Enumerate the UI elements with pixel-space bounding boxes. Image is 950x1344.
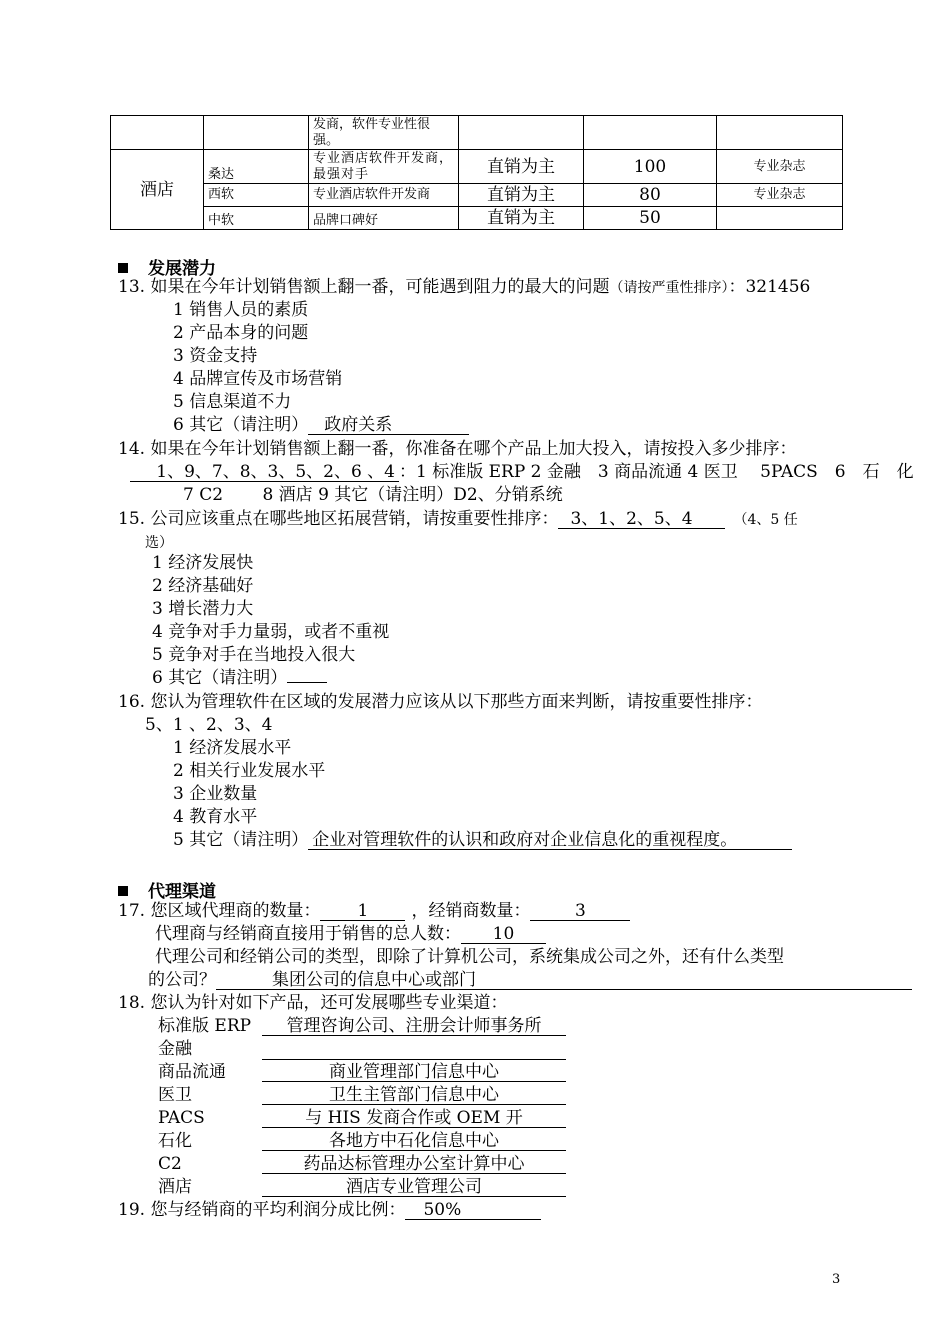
answer-field: 管理咨询公司、注册会计师事务所: [262, 1017, 566, 1036]
table-cell-mode: 直销为主: [459, 150, 584, 184]
answer-field: 3: [530, 902, 630, 921]
answer-field: 1、9、7、8、3、5、2、6 、4: [130, 463, 399, 482]
competitor-table: [110, 115, 843, 230]
list-item: 4 品牌宣传及市场营销: [173, 369, 343, 389]
answer-field: 各地方中石化信息中心: [262, 1132, 566, 1151]
answer-field: 药品达标管理办公室计算中心: [262, 1155, 566, 1174]
section-heading: 代理渠道: [118, 877, 216, 902]
channel-row: 商品流通 商业管理部门信息中心: [158, 1061, 566, 1083]
answer-field: 酒店专业管理公司: [262, 1178, 566, 1197]
table-cell-mode: 直销为主: [459, 207, 584, 230]
table-row: [111, 184, 843, 207]
table-cell-media: 专业杂志: [717, 150, 843, 184]
list-item: 6 其它（请注明）: [152, 667, 327, 689]
channel-row: C2 药品达标管理办公室计算中心: [158, 1153, 566, 1175]
answer-field: 1: [320, 902, 405, 921]
table-row: [111, 207, 843, 230]
channel-row: 酒店 酒店专业管理公司: [158, 1176, 566, 1198]
list-item: 2 经济基础好: [152, 576, 254, 596]
answer-field: [262, 1041, 566, 1060]
list-item: 2 产品本身的问题: [173, 323, 309, 343]
table-cell-company: 西软: [204, 184, 309, 207]
answer-field: 卫生主管部门信息中心: [262, 1086, 566, 1105]
question-14-answer: 1、9、7、8、3、5、2、6 、4 ：1 标准版 ERP 2 金融 3 商品流通 4 医卫 5PACS 6 石 化: [130, 461, 914, 483]
question-19: 19. 您与经销商的平均利润分成比例： 50%: [118, 1199, 541, 1221]
list-item: 2 相关行业发展水平: [173, 761, 326, 781]
list-item: 3 增长潜力大: [152, 599, 254, 619]
table-cell-media: [717, 207, 843, 230]
table-cell-desc: 品牌口碑好: [309, 207, 459, 230]
table-cell-mode: 直销为主: [459, 184, 584, 207]
channel-row: 标准版 ERP 管理咨询公司、注册会计师事务所: [158, 1015, 566, 1037]
list-item: 6 其它（请注明） 政府关系: [173, 414, 469, 436]
list-item: 1 销售人员的素质: [173, 300, 309, 320]
table-row: [111, 116, 843, 150]
question-15-note: 选）: [145, 535, 173, 551]
table-category: 酒店: [111, 150, 204, 230]
table-cell-desc: 专业酒店软件开发商，最强对手: [309, 150, 459, 184]
answer-field: 集团公司的信息中心或部门: [216, 971, 912, 990]
channel-row: PACS 与 HIS 发商合作或 OEM 开: [158, 1107, 566, 1129]
question-17-line4: 的公司？ 集团公司的信息中心或部门: [148, 969, 912, 991]
list-item: 4 教育水平: [173, 807, 258, 827]
table-cell-count: 100: [584, 150, 717, 184]
answer-field: 10: [461, 925, 546, 944]
answer-field: 企业对管理软件的认识和政府对企业信息化的重视程度。: [308, 831, 792, 850]
list-item: 3 企业数量: [173, 784, 258, 804]
list-item: 5 其它（请注明） 企业对管理软件的认识和政府对企业信息化的重视程度。: [173, 829, 792, 851]
list-item: 4 竞争对手力量弱，或者不重视: [152, 622, 390, 642]
table-cell-media: 专业杂志: [717, 184, 843, 207]
table-cell-count: 80: [584, 184, 717, 207]
table-row: [111, 150, 843, 184]
answer-field: 3、1、2、5、4: [558, 510, 725, 529]
channel-row: 医卫 卫生主管部门信息中心: [158, 1084, 566, 1106]
answer-field: 商业管理部门信息中心: [262, 1063, 566, 1082]
question-18: 18. 您认为针对如下产品，还可发展哪些专业渠道：: [118, 993, 508, 1013]
question-16: 16. 您认为管理软件在区域的发展潜力应该从以下那些方面来判断，请按重要性排序：: [118, 692, 763, 712]
list-item: 5 信息渠道不力: [173, 392, 292, 412]
list-item: 1 经济发展快: [152, 553, 254, 573]
question-17-line2: 代理商与经销商直接用于销售的总人数： 10: [155, 923, 546, 945]
channel-row: 金融: [158, 1038, 566, 1060]
page-number: 3: [832, 1272, 841, 1287]
answer-field: [287, 682, 327, 683]
table-cell-desc: 专业酒店软件开发商: [309, 184, 459, 207]
list-item: 5 竞争对手在当地投入很大: [152, 645, 356, 665]
square-bullet-icon: [118, 263, 128, 273]
list-item: 1 经济发展水平: [173, 738, 292, 758]
channel-row: 石化 各地方中石化信息中心: [158, 1130, 566, 1152]
table-cell-company: 桑达: [204, 150, 309, 184]
table-cell-desc: 发商，软件专业性很强。: [309, 116, 459, 150]
question-17: 17. 您区域代理商的数量： 1 ，经销商数量： 3: [118, 900, 630, 922]
table-cell-company: 中软: [204, 207, 309, 230]
question-17-line3: 代理公司和经销公司的类型，即除了计算机公司，系统集成公司之外，还有什么类型: [155, 947, 784, 967]
answer-field: 政府关系: [308, 416, 469, 435]
section-heading: 发展潜力: [118, 254, 216, 279]
answer-field: 50%: [405, 1201, 541, 1220]
square-bullet-icon: [118, 886, 128, 896]
question-14: 14. 如果在今年计划销售额上翻一番，你准备在哪个产品上加大投入，请按投入多少排序：: [118, 439, 797, 459]
question-13: 13. 如果在今年计划销售额上翻一番，可能遇到阻力的最大的问题（请按严重性排序）：321456: [118, 277, 811, 297]
table-cell-count: 50: [584, 207, 717, 230]
answer-field: 与 HIS 发商合作或 OEM 开: [262, 1109, 566, 1128]
question-16-answer: 5、1 、2、3、4: [145, 715, 273, 735]
question-15: 15. 公司应该重点在哪些地区拓展营销，请按重要性排序： 3、1、2、5、4 （4、5 任: [118, 509, 798, 529]
question-14-line3: 7 C2 8 酒店 9 其它（请注明）D2、分销系统: [183, 485, 563, 505]
list-item: 3 资金支持: [173, 346, 258, 366]
